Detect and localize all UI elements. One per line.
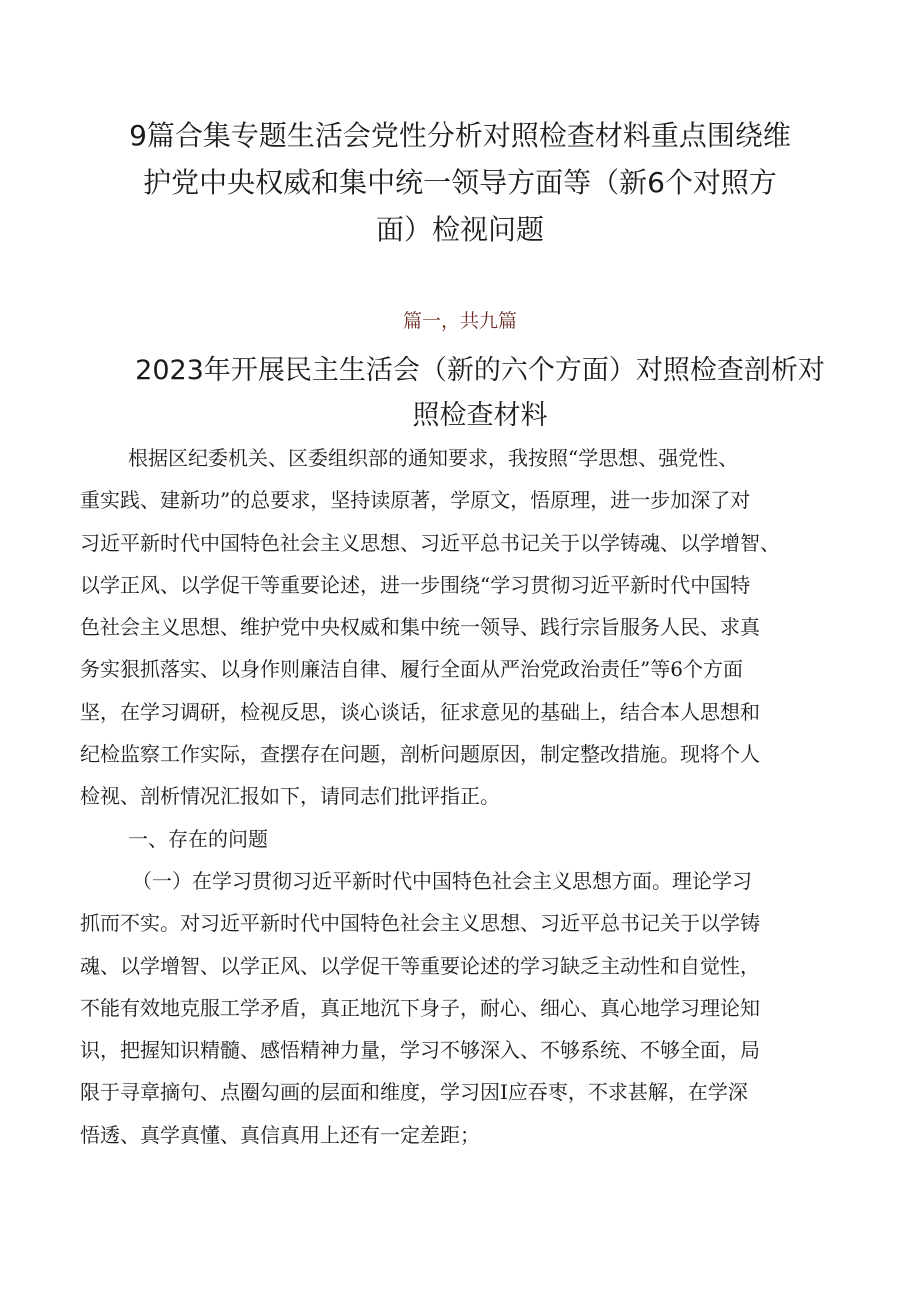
paragraph-line: 重实践、建新功”的总要求，坚持读原著，学原文，悟原理，进一步加深了对 — [80, 488, 751, 513]
paragraph-line: 悟透、真学真懂、真信真用上还有一定差距； — [80, 1122, 480, 1147]
title-line: 面）检视问题 — [375, 213, 544, 246]
title-line: 护党中央权威和集中统一领导方面等（新6个对照方 — [143, 166, 777, 199]
document-title — [95, 112, 825, 253]
paragraph-line: （一）在学习贯彻习近平新时代中国特色社会主义思想方面。理论学习 — [132, 868, 752, 893]
paragraph-line: 纪检监察工作实际，查摆存在问题，剖析问题原因，制定整改措施。现将个人 — [80, 742, 760, 767]
section-marker: 篇一，共九篇 — [402, 310, 517, 332]
article-title-line: 2023年开展民主生活会（新的六个方面）对照检查剖析对 — [135, 355, 825, 386]
paragraph-line: 习近平新时代中国特色社会主义思想、习近平总书记关于以学铸魂、以学增智、 — [80, 530, 780, 555]
paragraph-line: 务实狠抓落实、以身作则廉洁自律、履行全面从严治党政治责任”等6个方面 — [80, 657, 743, 682]
article-title — [100, 348, 860, 438]
paragraph-line: 以学正风、以学促干等重要论述，进一步围绕“学习贯彻习近平新时代中国特 — [80, 572, 751, 597]
paragraph-line: 检视、剖析情况汇报如下，请同志们批评指正。 — [80, 784, 500, 809]
paragraph-line: 坚，在学习调研，检视反思，谈心谈话，征求意见的基础上，结合本人思想和 — [80, 699, 760, 724]
section-heading: 一、存在的问题 — [128, 826, 268, 851]
title-line: 9篇合集专题生活会党性分析对照检查材料重点围绕维 — [129, 119, 791, 152]
paragraph-line: 限于寻章摘句、点圈勾画的层面和维度，学习因Ⅰ应吞枣，不求甚解，在学深 — [80, 1080, 748, 1105]
paragraph-intro — [80, 437, 855, 1156]
paragraph-line: 色社会主义思想、维护党中央权威和集中统一领导、践行宗旨服务人民、求真 — [80, 615, 760, 640]
paragraph-line: 不能有效地克服工学矛盾，真正地沉下身子，耐心、细心、真心地学习理论知 — [80, 995, 760, 1020]
paragraph-line: 根据区纪委机关、区委组织部的通知要求，我按照“学思想、强党性、 — [128, 446, 739, 470]
paragraph-line: 识，把握知识精髓、感悟精神力量，学习不够深入、不够系统、不够全面，局 — [80, 1038, 760, 1063]
paragraph-line: 抓而不实。对习近平新时代中国特色社会主义思想、习近平总书记关于以学铸 — [80, 911, 760, 936]
article-title-line: 照检查材料 — [412, 400, 548, 431]
paragraph-line: 魂、以学增智、以学正风、以学促干等重要论述的学习缺乏主动性和自觉性， — [80, 953, 760, 978]
